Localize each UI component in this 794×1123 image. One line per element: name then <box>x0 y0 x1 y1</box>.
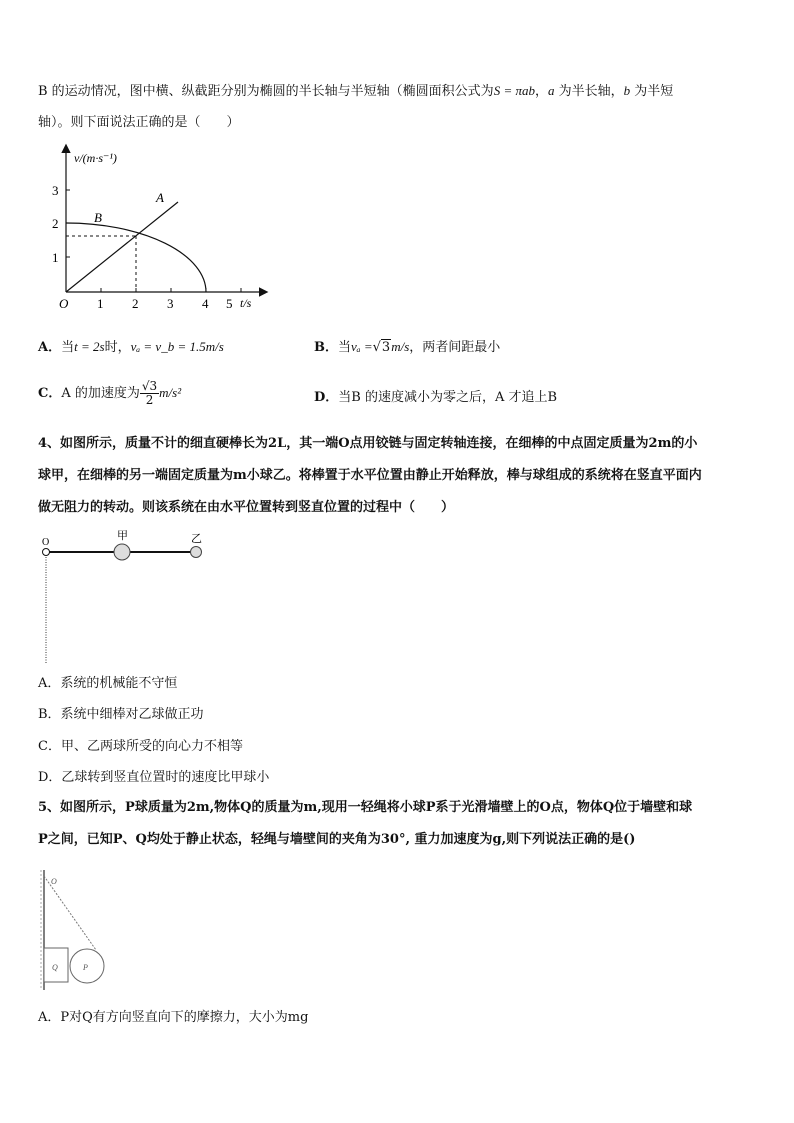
q3-option-b[interactable]: B．当vₐ =√3m/s，两者间距最小 <box>314 339 501 355</box>
pivot-label: O <box>42 537 50 548</box>
ball-yi <box>191 547 202 558</box>
q4-option-d[interactable]: D．乙球转到竖直位置时的速度比甲球小 <box>38 770 270 785</box>
y-tick-3: 3 <box>52 183 59 198</box>
q5-line1: 5、如图所示，P球质量为2m,物体Q的质量为m,现用一轻绳将小球P系于光滑墙壁上的O点，物体Q位于墙壁和球 <box>38 800 693 815</box>
q3-option-d[interactable]: D．当B 的速度减小为零之后，A 才追上B <box>314 390 558 405</box>
q4-line2: 球甲，在细棒的另一端固定质量为m小球乙。将棒置于水平位置由静止开始释放，棒与球组成的系统将在竖直平面内 <box>38 468 702 483</box>
x-axis-label: t/s <box>240 296 252 310</box>
q3-option-c[interactable]: C．A 的加速度为 $\frac{√3}{2}$ m/s² <box>38 379 182 407</box>
q3-intro-line2: 轴）。则下面说法正确的是（ ） <box>38 115 240 130</box>
ball-jia <box>114 544 130 560</box>
q4-line3: 做无阻力的转动。则该系统在由水平位置转到竖直位置的过程中（ ） <box>38 500 455 515</box>
curve-b-label: B <box>94 210 102 225</box>
q3-intro-line1: B 的运动情况，图中横、纵截距分别为椭圆的半长轴与半短轴（椭圆面积公式为S = πab，a 为半长轴，b 为半短 <box>38 83 674 99</box>
curve-b <box>66 223 206 292</box>
x-tick-4: 4 <box>202 296 209 311</box>
q-label: Q <box>52 963 58 972</box>
x-tick-1: 1 <box>97 296 104 311</box>
o-label: O <box>51 877 57 886</box>
line-a-label: A <box>156 190 164 205</box>
ball-jia-label: 甲 <box>117 530 128 542</box>
q4-rod-figure <box>36 528 216 668</box>
q4-line1: 4、如图所示，质量不计的细直硬棒长为2L，其一端O点用铰链与固定转轴连接，在细棒的中点固定质量为2m的小 <box>38 436 698 451</box>
q5-wall-figure <box>30 866 120 996</box>
x-tick-5: 5 <box>226 296 233 311</box>
q4-option-c[interactable]: C．甲、乙两球所受的向心力不相等 <box>38 739 243 754</box>
x-tick-3: 3 <box>167 296 174 311</box>
q5-option-a[interactable]: A．P对Q有方向竖直向下的摩擦力，大小为mg <box>38 1010 309 1025</box>
line-a <box>66 202 178 292</box>
rope <box>44 876 96 950</box>
y-tick-1: 1 <box>52 250 59 265</box>
q4-option-a[interactable]: A．系统的机械能不守恒 <box>38 676 178 691</box>
q3-vt-graph <box>40 140 280 315</box>
q4-option-b[interactable]: B．系统中细棒对乙球做正功 <box>38 707 204 722</box>
q3-option-a[interactable]: A．当t = 2s时，vₐ = v_b = 1.5m/s <box>38 339 224 355</box>
p-label: P <box>83 963 88 972</box>
q5-line2: P之间，已知P、Q均处于静止状态，轻绳与墙壁间的夹角为30°, 重力加速度为g,则下列说法正确的是() <box>38 832 636 847</box>
y-axis-label: v/(m·s⁻¹) <box>74 151 117 165</box>
area-formula: S = πab <box>493 83 535 98</box>
pivot-o <box>43 549 50 556</box>
fraction: $\frac{√3}{2}$ <box>141 379 158 407</box>
y-tick-2: 2 <box>52 216 59 231</box>
x-tick-2: 2 <box>132 296 139 311</box>
ball-yi-label: 乙 <box>191 533 202 545</box>
origin-label: O <box>59 296 69 311</box>
